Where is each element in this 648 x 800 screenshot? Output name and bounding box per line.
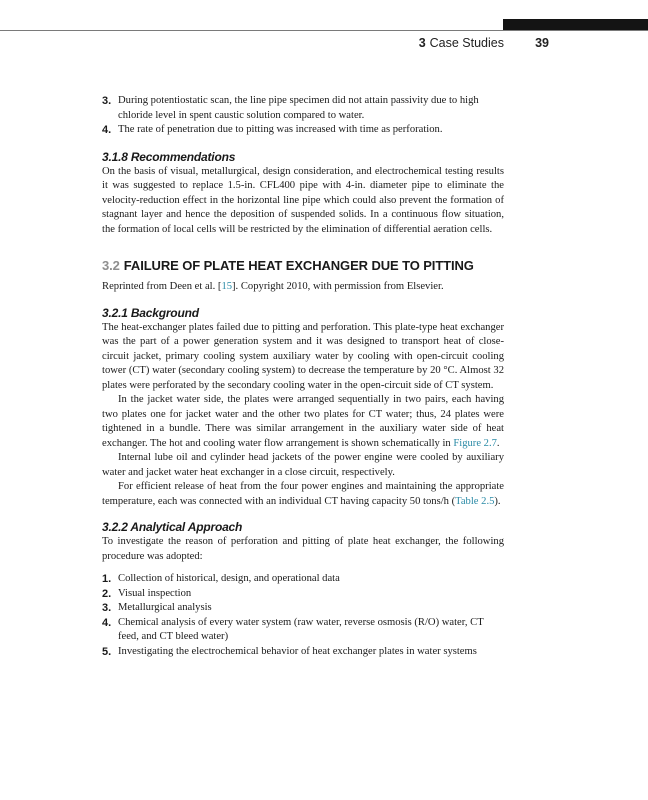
list-text: During potentiostatic scan, the line pipe specimen did not attain passivity due to high chloride level in spent caustic solution compared to water. — [118, 95, 479, 121]
page-number: 39 — [535, 36, 549, 50]
section-3-2-title — [102, 257, 504, 275]
list-item — [102, 94, 504, 123]
section-number: 3.2 — [102, 258, 120, 273]
chapter-number: 3 — [418, 36, 426, 50]
chapter-title: Case Studies — [429, 36, 504, 50]
list-number: 1. — [102, 573, 112, 585]
list-item — [102, 645, 504, 660]
list-number: 4. — [102, 124, 112, 136]
background-paragraph-3: Internal lube oil and cylinder head jackets of the power engine were cooled by auxiliary water and jacket water heat exchanger in a close circuit, respectively. — [102, 452, 504, 478]
list-text: Visual inspection — [118, 587, 192, 599]
background-paragraph-1: The heat-exchanger plates failed due to pitting and perforation. This plate-type heat exchanger was the part of a power generation system and it was designed to transport heat of close-circuit jacket, primary cooling system auxiliary water by cooling with open-circuit cooling tower (CT) water (secondary cooling system) to decrease the temperature by 20 °C. Almost 32 plates were perforated by the secondary cooling water in the open-circuit side of CT system. — [102, 321, 504, 391]
list-number: 3. — [102, 602, 112, 614]
list-item — [102, 601, 504, 616]
list-item — [102, 616, 504, 645]
heading-3-2-2: 3.2.2 Analytical Approach — [102, 520, 243, 534]
list-item — [102, 572, 504, 587]
table-link[interactable]: Table 2.5 — [455, 495, 495, 507]
paragraph-text: ). — [494, 495, 501, 507]
paragraph-text: In the jacket water side, the plates were arranged sequentially in two pairs, each having two plates one for jacket water and the other two plates for CT water; thus, 24 plates were tightened in a bundle. There was similar arrangement in the auxiliary water side of heat exchanger. The hot and cooling water flow arrangement is shown schematically in — [102, 394, 504, 449]
heading-3-1-8: 3.1.8 Recommendations — [102, 149, 236, 164]
section-title: FAILURE OF PLATE HEAT EXCHANGER DUE TO PITTING — [123, 258, 474, 273]
paragraph-text: . — [496, 437, 500, 449]
page-body — [102, 94, 504, 659]
list-text: Investigating the electrochemical behavior of heat exchanger plates in water systems — [118, 645, 477, 657]
list-text: Metallurgical analysis — [118, 602, 212, 613]
list-number: 4. — [102, 616, 112, 629]
chapter-label — [419, 36, 504, 50]
background-paragraph-2 — [102, 393, 504, 451]
list-number: 2. — [102, 587, 112, 600]
heading-3-2-1: 3.2.1 Background — [102, 305, 199, 320]
header-rule — [0, 30, 648, 31]
running-head — [0, 36, 549, 52]
list-number: 5. — [102, 645, 112, 658]
list-text: The rate of penetration due to pitting was increased with time as perforation. — [118, 124, 443, 135]
background-paragraph-4 — [102, 480, 504, 509]
reference-link[interactable]: 15 — [221, 281, 233, 292]
recommendations-paragraph: On the basis of visual, metallurgical, design consideration, and electrochemical testing results it was suggested to replace 1.5-in. CFL400 pipe with 4-in. diameter pipe to eliminate the velocity-reduction effect in the horizontal line pipe which could also prevent the formation of stagnant layer and hence the deposition of suspended solids. In a continuous flow situation, the formation of local cells will be restricted by the elimination of differential aeration cells. — [102, 165, 504, 235]
figure-link[interactable]: Figure 2.7 — [453, 437, 497, 449]
intro-list — [102, 94, 504, 138]
reprint-note — [102, 280, 504, 295]
list-text: Collection of historical, design, and operational data — [118, 573, 340, 584]
approach-intro: To investigate the reason of perforation and pitting of plate heat exchanger, the following procedure was adopted: — [102, 536, 504, 562]
reprint-text: Reprinted from Deen et al. [ — [102, 281, 222, 292]
reprint-text: ]. Copyright 2010, with permission from Elsevier. — [232, 281, 444, 292]
list-item — [102, 587, 504, 602]
list-text: Chemical analysis of every water system (raw water, reverse osmosis (R/O) water, CT feed, and CT bleed water) — [118, 616, 484, 642]
procedure-list — [102, 572, 504, 659]
list-number: 3. — [102, 95, 112, 107]
paragraph-text: For efficient release of heat from the four power engines and maintaining the appropriate temperature, each was connected with an individual CT having capacity 50 tons/h ( — [102, 481, 504, 507]
list-item — [102, 123, 504, 138]
